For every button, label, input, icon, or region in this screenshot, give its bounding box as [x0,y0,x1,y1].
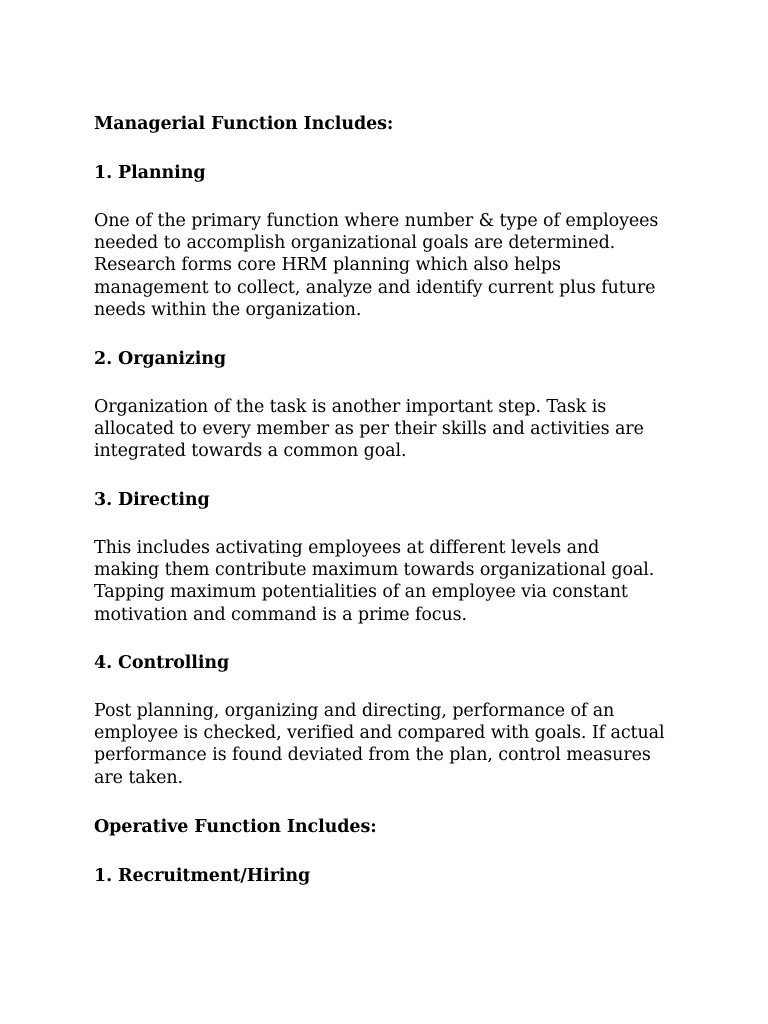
operative-function-heading: Operative Function Includes: [94,817,377,837]
text-line: Organization of the task is another important step. Task is [94,397,607,417]
text-line: are taken. [94,767,183,788]
managerial-function-heading: Managerial Function Includes: [94,114,394,134]
text-line: needed to accomplish organizational goals are determined. [94,233,616,254]
controlling-paragraph [94,700,714,789]
organizing-paragraph [94,396,714,463]
controlling-heading: 4. Controlling [94,653,230,673]
directing-heading: 3. Directing [94,490,210,510]
text-line: management to collect, analyze and identify current plus future [94,277,656,298]
text-line: One of the primary function where number & type of employees [94,211,659,231]
text-line: Post planning, organizing and directing, performance of an [94,701,615,721]
planning-heading: 1. Planning [94,163,206,183]
text-line: Research forms core HRM planning which also helps [94,255,561,276]
text-line: allocated to every member as per their skills and activities are [94,419,644,440]
text-line: needs within the organization. [94,299,362,320]
text-line: employee is checked, verified and compared with goals. If actual [94,723,665,744]
text-line: integrated towards a common goal. [94,441,407,462]
text-line: performance is found deviated from the plan, control measures [94,745,651,766]
organizing-heading: 2. Organizing [94,349,227,369]
text-line: making them contribute maximum towards organizational goal. [94,560,655,581]
recruitment-heading: 1. Recruitment/Hiring [94,866,311,886]
text-line: Tapping maximum potentialities of an employee via constant [94,582,628,603]
text-line: This includes activating employees at different levels and [94,538,600,558]
text-line: motivation and command is a prime focus. [94,604,467,625]
planning-paragraph [94,210,714,321]
directing-paragraph [94,537,714,626]
